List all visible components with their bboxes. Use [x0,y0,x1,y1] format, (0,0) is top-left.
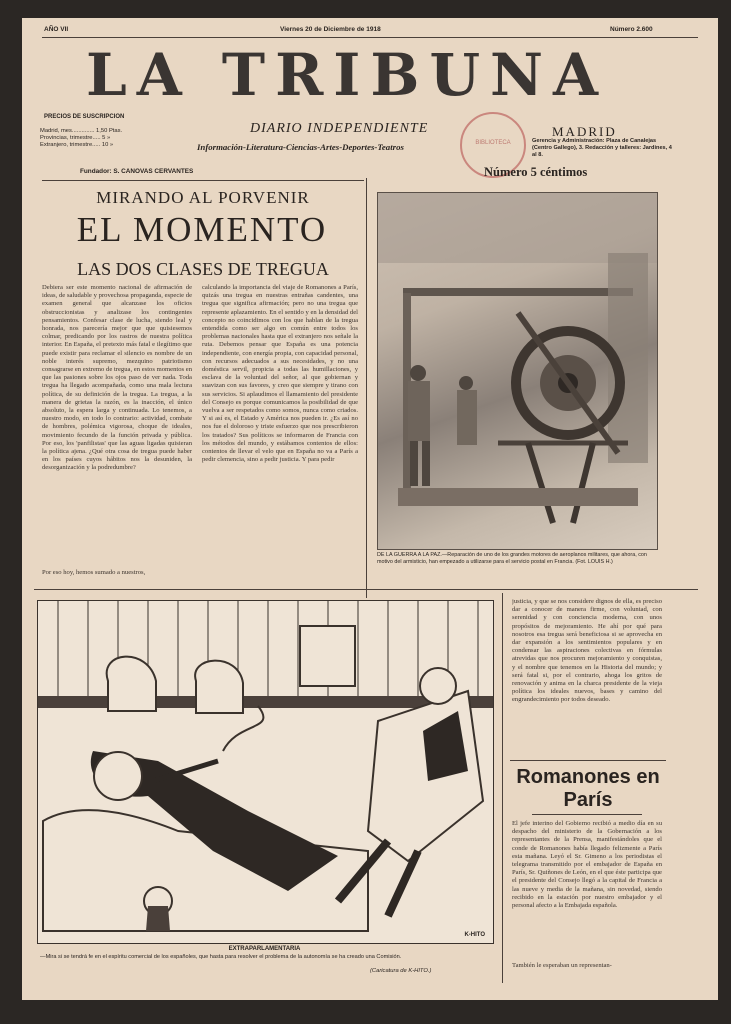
founder-line: Fundador: S. CANOVAS CERVANTES [80,168,194,175]
subscription-line: Provincias, trimestre..... 5 » [40,135,111,141]
side-article-last-line: También le esperaban un representan- [512,962,612,969]
lead-subtitle: LAS DOS CLASES DE TREGUA [77,259,329,279]
side-article-intro: justicia, y que se nos considere dignos de ella, es preciso dar a conocer de manera firme, con voluntad, con serenidad y con conciencia moderna, con unos propósitos de mejoramiento. He ahí por qué para nosotros esa tregua será beneficiosa si se aprovecha en dar expansión a los sentimientos populares y en condensar las aspiraciones colectivas en fórmulas atrevidas que nos procuren mejoramiento y conquistas, y el nombre que tenemos en la Historia del mundo; y será fatal si, por el contrario, ahoga los gritos de renovación y anima en la charca presidente de la vieja política los ideales nuevos, bases y camino del engrandecimiento por todos deseado. [512,598,662,704]
engine-illustration [378,193,657,549]
issue-number: Número 2.600 [610,26,653,33]
year-label: AÑO VII [44,26,69,33]
cartoon-title: EXTRAPARLAMENTARIA [228,946,301,952]
lead-column-2: calculando la importancia del viaje de Romanones a París, quizás una tregua en nuestras entrañas candentes, una tregua que significa afirmación; pero no una tregua que represente aplazamiento. En el sentido y en la densidad del concepto no coincidimos con los que hablan de la tregua entendida como ser algo en común entre todos los problemas nacionales hasta que el extranjero nos señale la ruta. Debemos pensar que España es una potencia independiente, con energía propia, con capacidad personal, con recursos adecuados a sus necesidades, y no una doméstica servil, propicia a todas las humillaciones, y esclava de la voluntad del señor, al que gobiernan y suavizan con sus favores, y creo que siempre y tirano con sus servicios. Si aplaudimos el llamamiento del presidente del Consejo es porque comunicamos la posibilidad de que vuelva a ser respetados como somos, nunca como criados. Y si así es, el Estado y América nos pueden ir. ¿Es así no nos fue el doloroso y triste esfuerzo que nos prescribieron los tratados? Sus políticos se informaron de Francia con los métodos del mundo, y estábamos contentos de ellos: contentos de llevar el velo que en España no va a París a pedir clemencia, sino a pedir justicia. Y para pedir [202,284,358,464]
city-label: MADRID [552,124,617,139]
side-article-body: El jefe interino del Gobierno recibió a medio día en su despacho del ministerio de la Gobernación a los representantes de la Prensa, manifestándoles que el conde de Romanones había llegado felizmente a París esta mañana. Leyó el Sr. Gimeno a los periodistas el telegrama transmitido por el embajador de España en París, Sr. Quiñones de León, en el que éste participa que el presidente del Consejo llegó a la capital de Francia a las nueve y media de la mañana, sin novedad, siendo recibido en la estación por nuestro embajador y el personal afecto a la Embajada española. [512,820,662,910]
admin-address: Gerencia y Administración: Plaza de Canalejas (Centro Gallego), 3. Redacción y talleres: Jardines, 4 al 8. [532,138,672,158]
lead-title: EL MOMENTO [76,210,328,249]
date-line: Viernes 20 de Diciembre de 1918 [280,26,381,33]
subscription-list [40,128,180,149]
cartoon-caption: —Mira si se tendrá fe en el espíritu comercial de los españoles, que hasta para resolver el problema de la autonomía se ha creado una Comisión. [40,954,402,960]
library-stamp: BIBLIOTECA [460,112,526,178]
masthead-title: LA TRIBUNA [85,41,609,109]
subscription-title: PRECIOS DE SUSCRIPCION [44,114,125,120]
cartoon-illustration [37,600,494,944]
lead-column-1: Debiera ser este momento nacional de afirmación de ideas, de saludable y provechosa propaganda, especie de examen general que alcanzase los oficios obstruccionistas y analizase los contingentes pensamientos. Confesar clase de lucha, siendo leal y honrada, nos parecería mejor que que quisiesemos colmar, predicando por los rastros de nuestra política interior. En España, el pretexto más fatal e ilegítimo que puede existir para reclamar el silencio es nombre de un noble interés supremo, mezquino patriotismo consagrarse en extremo de tregua, en estos momentos en que las pasiones sobre los ojos paso de ver nada. Toda tregua ha llegado acompañada, como una mala lectura política, de su definición de la tregua. La tregua, a la manera de grietas la razón, es la inacción, el único absoluto, la espera larga y continuada. Lo tenemos, a nuestro modo, en todo lo contrario: actividad, combate de hombres, polémica vigorosa, choque de ideales, movimiento fecundo de la función privada y pública. Por eso, los 'panfilistas' que las aguas ligadas quisieran la política ajena. ¿Qué otra cosa de tregua puede haber en los países cuyos hábitos nos la desuniden, la desorganización y la podredumbre? [42,284,192,472]
photo-caption: DE LA GUERRA A LA PAZ.—Reparación de uno de los grandes motores de aeroplanos militares, que ahora, con motivo del armisticio, han empezado a utilizarse para el servicio postal en Francia. (Fot. LOUIS H.) [377,552,647,565]
cartoon-credit: (Caricatura de K-HITO.) [370,968,432,974]
tagline: Información-Literatura-Ciencias-Artes-Deportes-Teatros [197,142,404,152]
side-article-title: Romanones en París [516,766,660,811]
subscription-line: Extranjero, trimestre..... 10 » [40,142,114,148]
lead-column-1-end: Por eso hoy, hemos sumado a nuestros, [42,569,146,576]
aircraft-engine-photo [377,192,658,550]
subscription-line: Madrid, mes.............. 1,50 Ptas. [40,128,123,134]
price-label: Número 5 céntimos [484,165,588,179]
newspaper-page [22,18,718,1000]
subtitle: DIARIO INDEPENDIENTE [250,121,429,136]
parliament-cartoon [38,601,493,943]
cartoon-signature: K-HITO [464,932,485,938]
lead-kicker: MIRANDO AL PORVENIR [96,188,310,207]
